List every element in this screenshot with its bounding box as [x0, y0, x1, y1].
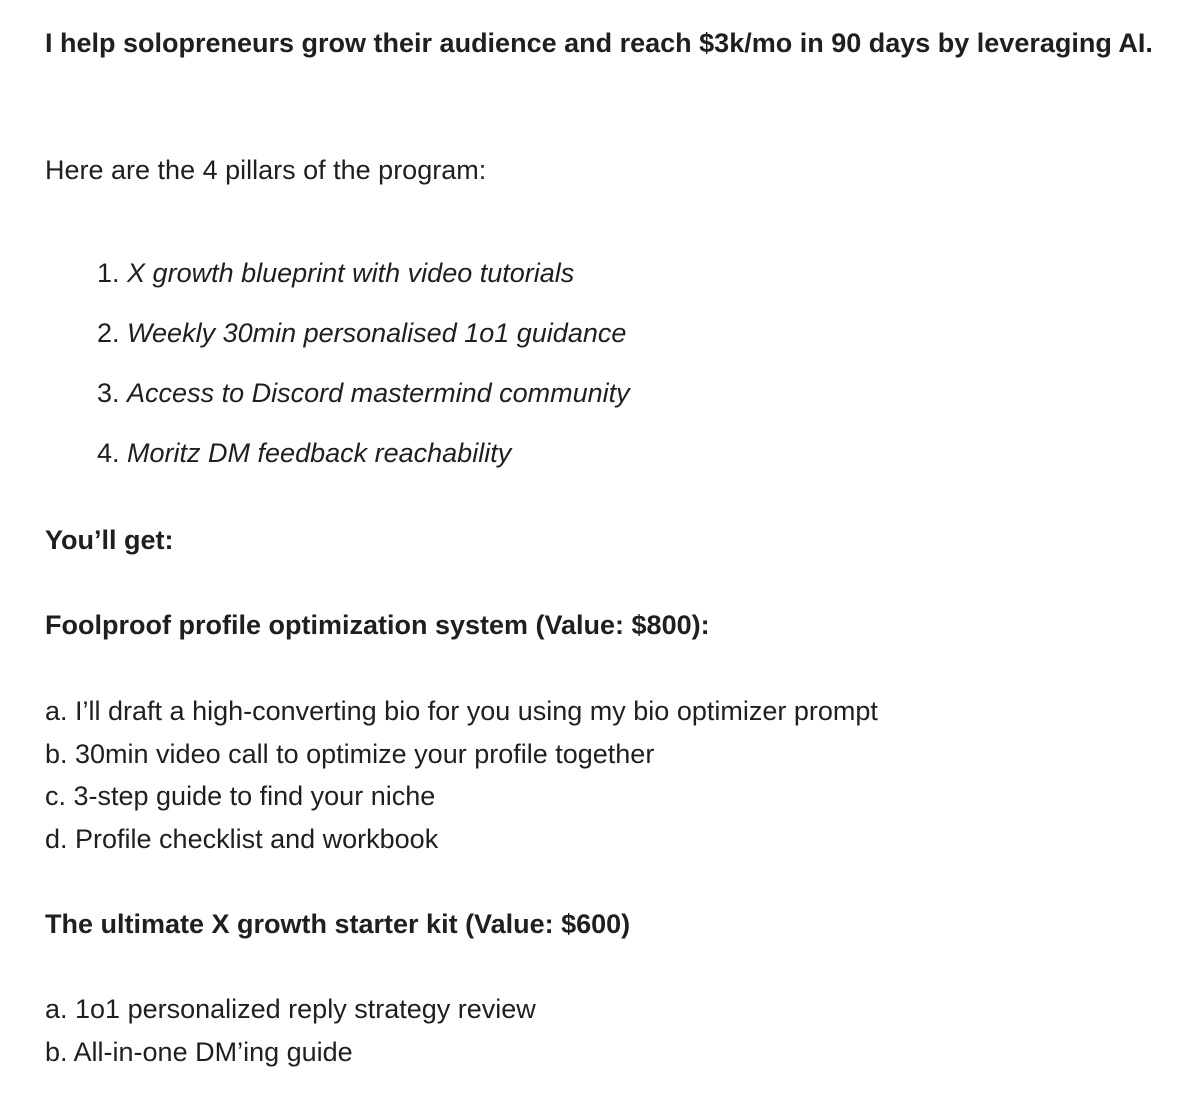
list-item: a. I’ll draft a high-converting bio for you using my bio optimizer prompt	[45, 696, 878, 726]
pillar-item	[97, 253, 630, 313]
intro-text: Here are the 4 pillars of the program:	[45, 155, 487, 185]
section1-list	[45, 690, 878, 860]
list-item: b. 30min video call to optimize your profile together	[45, 738, 655, 769]
section2-title: The ultimate X growth starter kit (Value: $600)	[45, 909, 631, 939]
pillar-text: X growth blueprint with video tutorials	[127, 258, 575, 288]
list-item: c. 3-step guide to find your niche	[45, 781, 436, 811]
pillar-item	[97, 313, 630, 373]
pillar-text: Moritz DM feedback reachability	[127, 438, 512, 468]
pillars-list	[97, 253, 630, 493]
pillar-number: 4.	[97, 438, 120, 468]
pillar-number: 1.	[97, 258, 120, 288]
pillar-text: Weekly 30min personalised 1o1 guidance	[127, 318, 627, 348]
list-item: a. 1o1 personalized reply strategy review	[45, 994, 536, 1024]
pillar-item	[97, 433, 630, 493]
section1-title: Foolproof profile optimization system (Value: $800):	[45, 610, 710, 640]
pillar-item	[97, 373, 630, 433]
list-item: d. Profile checklist and workbook	[45, 823, 439, 854]
pillar-number: 3.	[97, 378, 120, 408]
headline: I help solopreneurs grow their audience and reach $3k/mo in 90 days by leveraging AI.	[45, 28, 1153, 58]
list-item: b. All-in-one DM’ing guide	[45, 1036, 353, 1067]
section2-list	[45, 988, 536, 1073]
youll-get-heading: You’ll get:	[45, 525, 174, 555]
pillar-text: Access to Discord mastermind community	[127, 378, 630, 408]
pillar-number: 2.	[97, 318, 120, 348]
